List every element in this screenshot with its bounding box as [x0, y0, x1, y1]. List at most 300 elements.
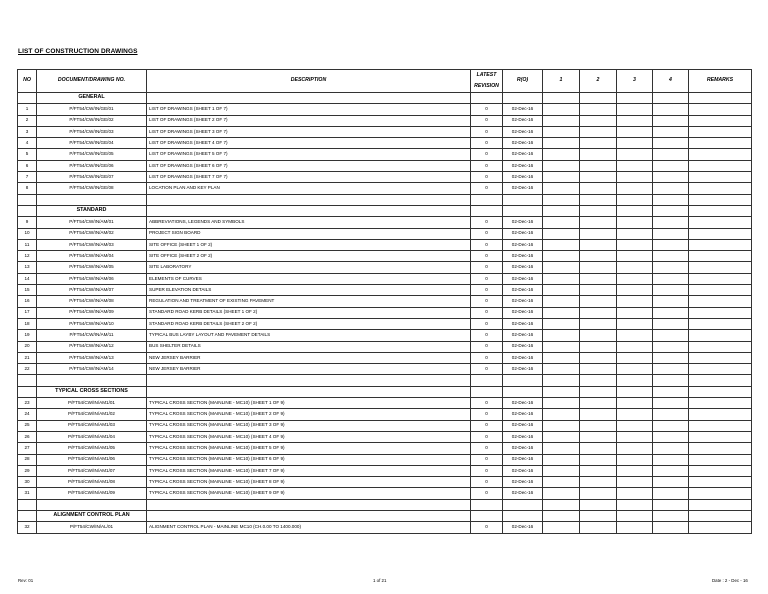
row-latest-revision: 0 — [471, 115, 503, 126]
row-description: STANDARD ROAD KERB DETAILS (SHEET 2 OF 2) — [147, 318, 471, 329]
drawings-table — [17, 69, 752, 534]
footer-page: 1 of 21 — [373, 578, 387, 583]
empty-cell — [471, 375, 503, 386]
row-r0-date: 02-Dec-16 — [503, 228, 543, 239]
empty-cell — [580, 352, 617, 363]
empty-cell — [653, 239, 689, 250]
table-row — [18, 251, 752, 262]
empty-cell — [580, 409, 617, 420]
row-r0-date: 02-Dec-16 — [503, 285, 543, 296]
empty-cell — [543, 296, 580, 307]
row-r0-date: 02-Dec-16 — [503, 160, 543, 171]
empty-cell — [617, 409, 653, 420]
empty-cell — [580, 126, 617, 137]
row-latest-revision: 0 — [471, 454, 503, 465]
empty-cell — [471, 499, 503, 510]
spacer-row — [18, 194, 752, 205]
row-doc-no: P/FT54/CW/IN/AM/08 — [37, 296, 147, 307]
row-doc-no: P/FT54/CW/IN/AM/03 — [37, 239, 147, 250]
empty-cell — [653, 352, 689, 363]
empty-cell — [18, 93, 37, 104]
row-doc-no: P/FT54/CW/IN/AM1/04 — [37, 431, 147, 442]
empty-cell — [543, 431, 580, 442]
row-latest-revision: 0 — [471, 341, 503, 352]
header-latest-revision — [471, 70, 503, 93]
row-doc-no: P/FT54/CW/IN/AL/01 — [37, 522, 147, 533]
empty-cell — [580, 115, 617, 126]
empty-cell — [617, 149, 653, 160]
row-r0-date: 02-Dec-16 — [503, 307, 543, 318]
empty-cell — [653, 115, 689, 126]
table-row — [18, 465, 752, 476]
empty-cell — [543, 285, 580, 296]
row-r0-date: 02-Dec-16 — [503, 183, 543, 194]
empty-cell — [653, 217, 689, 228]
empty-cell — [617, 205, 653, 216]
section-name: STANDARD — [37, 205, 147, 216]
row-description: REGULATION AND TREATMENT OF EXISTING PAVEMENT — [147, 296, 471, 307]
row-no: 26 — [18, 431, 37, 442]
header-c2: 2 — [580, 70, 617, 93]
empty-cell — [617, 318, 653, 329]
empty-cell — [543, 488, 580, 499]
empty-cell — [617, 251, 653, 262]
row-doc-no: P/FT54/CW/IN/AM1/01 — [37, 398, 147, 409]
table-row — [18, 296, 752, 307]
row-no: 7 — [18, 172, 37, 183]
row-r0-date: 02-Dec-16 — [503, 273, 543, 284]
row-description: TYPICAL CROSS SECTION (MAINLINE - MC10) (SHEET 5 OF 9) — [147, 443, 471, 454]
empty-cell — [543, 420, 580, 431]
row-r0-date: 02-Dec-16 — [503, 431, 543, 442]
row-no: 27 — [18, 443, 37, 454]
header-revision: REVISION — [474, 82, 499, 89]
row-latest-revision: 0 — [471, 318, 503, 329]
header-c3: 3 — [617, 70, 653, 93]
empty-cell — [617, 522, 653, 533]
empty-cell — [543, 228, 580, 239]
table-row — [18, 239, 752, 250]
table-row — [18, 454, 752, 465]
row-description: PROJECT SIGN BOARD — [147, 228, 471, 239]
empty-cell — [617, 477, 653, 488]
empty-cell — [580, 194, 617, 205]
row-no: 32 — [18, 522, 37, 533]
empty-cell — [147, 510, 471, 521]
table-row — [18, 409, 752, 420]
empty-cell — [471, 93, 503, 104]
empty-cell — [689, 443, 752, 454]
empty-cell — [18, 499, 37, 510]
row-description: BUS SHELTER DETAILS — [147, 341, 471, 352]
row-description: LIST OF DRAWINGS (SHEET 2 OF 7) — [147, 115, 471, 126]
empty-cell — [689, 93, 752, 104]
empty-cell — [617, 488, 653, 499]
row-description: ELEMENTS OF CURVES — [147, 273, 471, 284]
empty-cell — [37, 375, 147, 386]
row-doc-no: P/FT54/CW/IN/AM/02 — [37, 228, 147, 239]
row-r0-date: 02-Dec-16 — [503, 318, 543, 329]
empty-cell — [617, 375, 653, 386]
table-row — [18, 285, 752, 296]
empty-cell — [543, 104, 580, 115]
empty-cell — [580, 138, 617, 149]
empty-cell — [689, 296, 752, 307]
row-doc-no: P/FT54/CW/IN/GE/05 — [37, 149, 147, 160]
document-title: LIST OF CONSTRUCTION DRAWINGS — [18, 48, 138, 55]
empty-cell — [543, 330, 580, 341]
empty-cell — [503, 386, 543, 397]
table-row — [18, 104, 752, 115]
section-header-row — [18, 93, 752, 104]
empty-cell — [617, 341, 653, 352]
row-r0-date: 02-Dec-16 — [503, 239, 543, 250]
empty-cell — [689, 104, 752, 115]
empty-cell — [689, 126, 752, 137]
empty-cell — [580, 307, 617, 318]
empty-cell — [543, 205, 580, 216]
row-description: TYPICAL CROSS SECTION (MAINLINE - MC10) (SHEET 9 OF 9) — [147, 488, 471, 499]
row-latest-revision: 0 — [471, 160, 503, 171]
row-no: 1 — [18, 104, 37, 115]
row-doc-no: P/FT54/CW/IN/AM/01 — [37, 217, 147, 228]
empty-cell — [580, 488, 617, 499]
table-body — [18, 93, 752, 534]
empty-cell — [617, 386, 653, 397]
empty-cell — [503, 510, 543, 521]
empty-cell — [543, 454, 580, 465]
table-row — [18, 183, 752, 194]
row-description: TYPICAL CROSS SECTION (MAINLINE - MC10) (SHEET 2 OF 9) — [147, 409, 471, 420]
empty-cell — [617, 228, 653, 239]
empty-cell — [543, 138, 580, 149]
row-latest-revision: 0 — [471, 217, 503, 228]
empty-cell — [503, 375, 543, 386]
row-latest-revision: 0 — [471, 431, 503, 442]
header-c4: 4 — [653, 70, 689, 93]
empty-cell — [653, 341, 689, 352]
row-no: 15 — [18, 285, 37, 296]
empty-cell — [147, 93, 471, 104]
header-c1: 1 — [543, 70, 580, 93]
empty-cell — [580, 93, 617, 104]
row-description: LOCATION PLAN AND KEY PLAN — [147, 183, 471, 194]
empty-cell — [503, 93, 543, 104]
table-row — [18, 307, 752, 318]
row-description: NEW JERSEY BARRIER — [147, 352, 471, 363]
empty-cell — [580, 465, 617, 476]
empty-cell — [580, 318, 617, 329]
row-doc-no: P/FT54/CW/IN/GE/07 — [37, 172, 147, 183]
empty-cell — [503, 194, 543, 205]
row-latest-revision: 0 — [471, 172, 503, 183]
empty-cell — [18, 386, 37, 397]
empty-cell — [617, 126, 653, 137]
row-r0-date: 02-Dec-16 — [503, 454, 543, 465]
empty-cell — [617, 104, 653, 115]
empty-cell — [543, 149, 580, 160]
row-no: 5 — [18, 149, 37, 160]
row-latest-revision: 0 — [471, 262, 503, 273]
empty-cell — [689, 522, 752, 533]
row-r0-date: 02-Dec-16 — [503, 104, 543, 115]
empty-cell — [543, 273, 580, 284]
table-row — [18, 341, 752, 352]
row-doc-no: P/FT54/CW/IN/AM/12 — [37, 341, 147, 352]
empty-cell — [689, 273, 752, 284]
row-no: 21 — [18, 352, 37, 363]
empty-cell — [147, 205, 471, 216]
empty-cell — [689, 477, 752, 488]
row-description: SITE OFFICE (SHEET 1 OF 2) — [147, 239, 471, 250]
row-r0-date: 02-Dec-16 — [503, 488, 543, 499]
empty-cell — [580, 296, 617, 307]
row-no: 30 — [18, 477, 37, 488]
section-name: TYPICAL CROSS SECTIONS — [37, 386, 147, 397]
empty-cell — [617, 183, 653, 194]
table-row — [18, 318, 752, 329]
row-r0-date: 02-Dec-16 — [503, 477, 543, 488]
empty-cell — [580, 273, 617, 284]
empty-cell — [689, 262, 752, 273]
empty-cell — [689, 510, 752, 521]
row-latest-revision: 0 — [471, 239, 503, 250]
empty-cell — [543, 443, 580, 454]
section-header-row — [18, 386, 752, 397]
empty-cell — [18, 205, 37, 216]
row-r0-date: 02-Dec-16 — [503, 341, 543, 352]
row-no: 17 — [18, 307, 37, 318]
row-r0-date: 02-Dec-16 — [503, 172, 543, 183]
empty-cell — [689, 318, 752, 329]
empty-cell — [543, 307, 580, 318]
empty-cell — [617, 499, 653, 510]
empty-cell — [543, 341, 580, 352]
row-doc-no: P/FT54/CW/IN/AM/06 — [37, 273, 147, 284]
row-latest-revision: 0 — [471, 149, 503, 160]
row-doc-no: P/FT54/CW/IN/GE/08 — [37, 183, 147, 194]
empty-cell — [543, 364, 580, 375]
table-row — [18, 138, 752, 149]
empty-cell — [580, 375, 617, 386]
empty-cell — [653, 251, 689, 262]
row-doc-no: P/FT54/CW/IN/AM1/07 — [37, 465, 147, 476]
row-no: 28 — [18, 454, 37, 465]
empty-cell — [471, 194, 503, 205]
row-description: SUPER ELEVATION DETAILS — [147, 285, 471, 296]
empty-cell — [689, 149, 752, 160]
row-doc-no: P/FT54/CW/IN/AM1/03 — [37, 420, 147, 431]
empty-cell — [617, 443, 653, 454]
row-description: TYPICAL CROSS SECTION (MAINLINE - MC10) (SHEET 8 OF 9) — [147, 477, 471, 488]
empty-cell — [653, 443, 689, 454]
empty-cell — [18, 375, 37, 386]
table-row — [18, 273, 752, 284]
row-r0-date: 02-Dec-16 — [503, 443, 543, 454]
table-row — [18, 364, 752, 375]
empty-cell — [543, 239, 580, 250]
empty-cell — [543, 465, 580, 476]
empty-cell — [617, 454, 653, 465]
table-row — [18, 431, 752, 442]
empty-cell — [543, 183, 580, 194]
empty-cell — [689, 409, 752, 420]
row-latest-revision: 0 — [471, 307, 503, 318]
row-r0-date: 02-Dec-16 — [503, 296, 543, 307]
row-doc-no: P/FT54/CW/IN/AM/04 — [37, 251, 147, 262]
row-doc-no: P/FT54/CW/IN/AM/05 — [37, 262, 147, 273]
row-doc-no: P/FT54/CW/IN/GE/01 — [37, 104, 147, 115]
empty-cell — [653, 296, 689, 307]
empty-cell — [147, 375, 471, 386]
empty-cell — [689, 431, 752, 442]
empty-cell — [580, 454, 617, 465]
empty-cell — [689, 420, 752, 431]
row-latest-revision: 0 — [471, 398, 503, 409]
table-row — [18, 126, 752, 137]
row-latest-revision: 0 — [471, 522, 503, 533]
empty-cell — [37, 499, 147, 510]
empty-cell — [617, 115, 653, 126]
row-doc-no: P/FT54/CW/IN/AM/13 — [37, 352, 147, 363]
empty-cell — [543, 352, 580, 363]
row-latest-revision: 0 — [471, 126, 503, 137]
header-row — [18, 70, 752, 93]
row-no: 10 — [18, 228, 37, 239]
empty-cell — [617, 330, 653, 341]
empty-cell — [653, 330, 689, 341]
row-r0-date: 02-Dec-16 — [503, 138, 543, 149]
empty-cell — [689, 499, 752, 510]
row-r0-date: 02-Dec-16 — [503, 126, 543, 137]
empty-cell — [580, 228, 617, 239]
row-description: LIST OF DRAWINGS (SHEET 5 OF 7) — [147, 149, 471, 160]
header-desc: DESCRIPTION — [147, 70, 471, 93]
row-latest-revision: 0 — [471, 364, 503, 375]
row-no: 24 — [18, 409, 37, 420]
row-description: NEW JERSEY BARRIER — [147, 364, 471, 375]
empty-cell — [617, 217, 653, 228]
empty-cell — [617, 285, 653, 296]
section-header-row — [18, 510, 752, 521]
row-latest-revision: 0 — [471, 465, 503, 476]
row-doc-no: P/FT54/CW/IN/AM1/05 — [37, 443, 147, 454]
row-no: 13 — [18, 262, 37, 273]
row-no: 6 — [18, 160, 37, 171]
empty-cell — [580, 431, 617, 442]
empty-cell — [580, 239, 617, 250]
empty-cell — [617, 239, 653, 250]
row-r0-date: 02-Dec-16 — [503, 251, 543, 262]
empty-cell — [653, 262, 689, 273]
empty-cell — [147, 386, 471, 397]
row-description: TYPICAL CROSS SECTION (MAINLINE - MC10) (SHEET 7 OF 9) — [147, 465, 471, 476]
table-row — [18, 420, 752, 431]
empty-cell — [580, 443, 617, 454]
header-doc: DOCUMENT/DRAWING NO. — [37, 70, 147, 93]
empty-cell — [580, 262, 617, 273]
empty-cell — [617, 172, 653, 183]
empty-cell — [543, 126, 580, 137]
empty-cell — [653, 149, 689, 160]
row-latest-revision: 0 — [471, 138, 503, 149]
empty-cell — [689, 330, 752, 341]
row-latest-revision: 0 — [471, 352, 503, 363]
empty-cell — [543, 93, 580, 104]
empty-cell — [689, 160, 752, 171]
empty-cell — [147, 499, 471, 510]
empty-cell — [689, 138, 752, 149]
row-no: 23 — [18, 398, 37, 409]
empty-cell — [471, 205, 503, 216]
empty-cell — [689, 364, 752, 375]
empty-cell — [689, 217, 752, 228]
section-header-row — [18, 205, 752, 216]
empty-cell — [617, 431, 653, 442]
row-doc-no: P/FT54/CW/IN/AM1/02 — [37, 409, 147, 420]
row-r0-date: 02-Dec-16 — [503, 420, 543, 431]
empty-cell — [543, 409, 580, 420]
empty-cell — [580, 205, 617, 216]
row-r0-date: 02-Dec-16 — [503, 330, 543, 341]
row-r0-date: 02-Dec-16 — [503, 352, 543, 363]
row-latest-revision: 0 — [471, 104, 503, 115]
empty-cell — [653, 454, 689, 465]
table-row — [18, 262, 752, 273]
empty-cell — [543, 318, 580, 329]
empty-cell — [580, 330, 617, 341]
empty-cell — [653, 409, 689, 420]
spacer-row — [18, 499, 752, 510]
empty-cell — [689, 352, 752, 363]
row-no: 4 — [18, 138, 37, 149]
row-description: STANDARD ROAD KERB DETAILS (SHEET 1 OF 2) — [147, 307, 471, 318]
empty-cell — [543, 194, 580, 205]
row-description: LIST OF DRAWINGS (SHEET 4 OF 7) — [147, 138, 471, 149]
row-description: LIST OF DRAWINGS (SHEET 1 OF 7) — [147, 104, 471, 115]
empty-cell — [689, 307, 752, 318]
row-description: TYPICAL CROSS SECTION (MAINLINE - MC10) (SHEET 6 OF 9) — [147, 454, 471, 465]
empty-cell — [580, 172, 617, 183]
empty-cell — [543, 262, 580, 273]
empty-cell — [653, 431, 689, 442]
empty-cell — [543, 217, 580, 228]
row-r0-date: 02-Dec-16 — [503, 409, 543, 420]
row-no: 16 — [18, 296, 37, 307]
empty-cell — [653, 375, 689, 386]
empty-cell — [653, 364, 689, 375]
empty-cell — [653, 318, 689, 329]
row-no: 8 — [18, 183, 37, 194]
row-description: LIST OF DRAWINGS (SHEET 6 OF 7) — [147, 160, 471, 171]
table-row — [18, 228, 752, 239]
row-doc-no: P/FT54/CW/IN/AM1/08 — [37, 477, 147, 488]
empty-cell — [689, 465, 752, 476]
table-row — [18, 352, 752, 363]
spacer-row — [18, 375, 752, 386]
row-description: SITE OFFICE (SHEET 2 OF 2) — [147, 251, 471, 262]
empty-cell — [689, 454, 752, 465]
empty-cell — [689, 183, 752, 194]
empty-cell — [543, 522, 580, 533]
row-latest-revision: 0 — [471, 420, 503, 431]
empty-cell — [653, 228, 689, 239]
row-no: 9 — [18, 217, 37, 228]
row-description: LIST OF DRAWINGS (SHEET 3 OF 7) — [147, 126, 471, 137]
empty-cell — [617, 364, 653, 375]
empty-cell — [471, 510, 503, 521]
empty-cell — [543, 499, 580, 510]
